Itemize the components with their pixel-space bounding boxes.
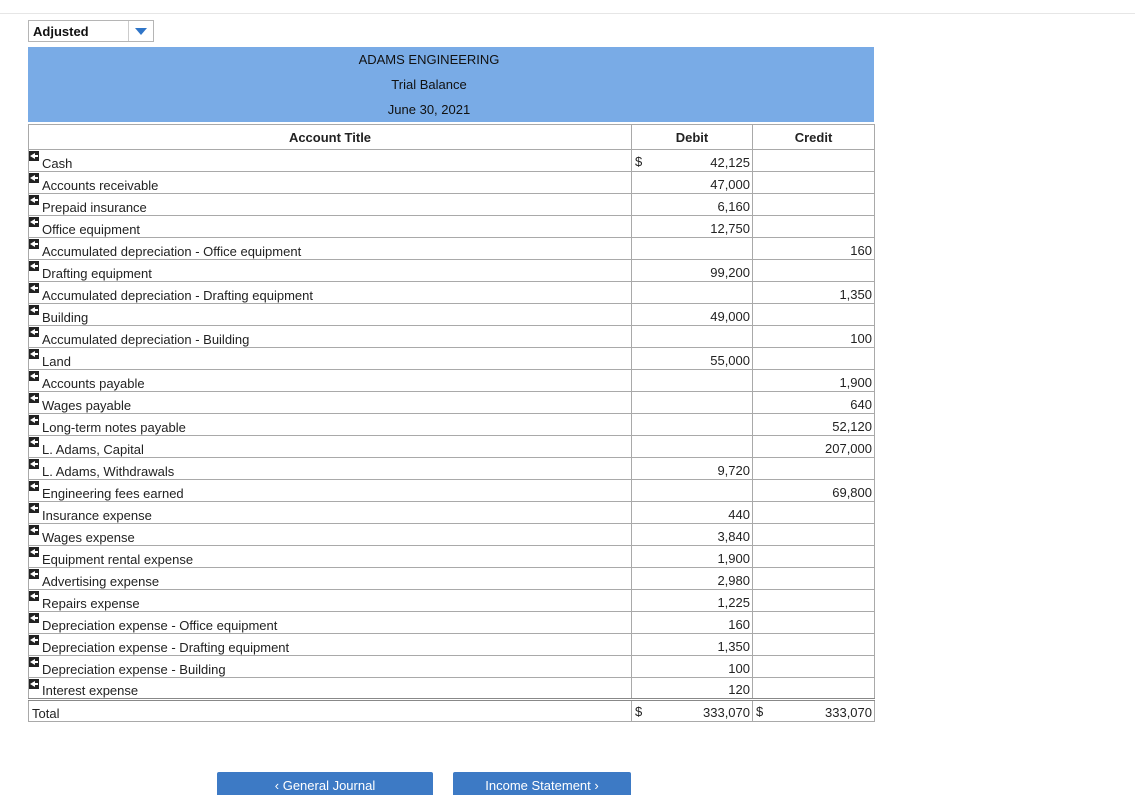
debit-cell[interactable] xyxy=(632,568,753,590)
back-arrow-icon[interactable] xyxy=(29,305,39,315)
account-name: Building xyxy=(42,310,89,325)
credit-cell[interactable] xyxy=(753,678,875,700)
debit-cell[interactable] xyxy=(632,502,753,524)
debit-cell[interactable] xyxy=(632,612,753,634)
prev-button-label: ‹ General Journal xyxy=(274,778,376,793)
back-arrow-icon[interactable] xyxy=(29,569,39,579)
debit-value: 1,900 xyxy=(717,551,750,566)
account-cell[interactable] xyxy=(29,656,632,678)
debit-cell[interactable] xyxy=(632,546,753,568)
credit-cell[interactable] xyxy=(753,326,875,348)
account-cell[interactable] xyxy=(29,678,632,700)
debit-value: 9,720 xyxy=(717,463,750,478)
account-name: Land xyxy=(42,354,71,369)
currency-symbol: $ xyxy=(635,704,643,719)
account-cell[interactable] xyxy=(29,172,632,194)
account-name: Depreciation expense - Drafting equipment xyxy=(42,640,290,655)
credit-cell[interactable] xyxy=(753,348,875,370)
back-arrow-icon[interactable] xyxy=(29,459,39,469)
account-cell[interactable] xyxy=(29,568,632,590)
table-row xyxy=(29,348,875,370)
table-row xyxy=(29,326,875,348)
credit-value: 160 xyxy=(850,243,872,258)
account-name: Cash xyxy=(42,156,73,171)
table-row xyxy=(29,370,875,392)
debit-cell[interactable] xyxy=(632,326,753,348)
account-name: Wages expense xyxy=(42,530,135,545)
back-arrow-icon[interactable] xyxy=(29,151,39,161)
account-cell[interactable] xyxy=(29,348,632,370)
total-label: Total xyxy=(29,700,632,722)
debit-value: 12,750 xyxy=(710,221,750,236)
credit-cell[interactable] xyxy=(753,524,875,546)
debit-cell[interactable] xyxy=(632,238,753,260)
account-cell[interactable] xyxy=(29,194,632,216)
back-arrow-icon[interactable] xyxy=(29,195,39,205)
table-row xyxy=(29,282,875,304)
account-cell[interactable] xyxy=(29,436,632,458)
table-row xyxy=(29,414,875,436)
debit-cell[interactable] xyxy=(632,634,753,656)
account-cell[interactable] xyxy=(29,370,632,392)
credit-cell[interactable] xyxy=(753,392,875,414)
account-name: L. Adams, Capital xyxy=(42,442,144,457)
back-arrow-icon[interactable] xyxy=(29,481,39,491)
table-row xyxy=(29,304,875,326)
trial-balance-table xyxy=(28,124,875,722)
table-row xyxy=(29,458,875,480)
credit-value: 100 xyxy=(850,331,872,346)
report-header xyxy=(28,47,874,122)
account-cell[interactable] xyxy=(29,634,632,656)
trial-balance-type-dropdown[interactable] xyxy=(28,20,154,42)
credit-cell[interactable] xyxy=(753,436,875,458)
table-row xyxy=(29,436,875,458)
account-name: Advertising expense xyxy=(42,574,160,589)
table-row xyxy=(29,260,875,282)
account-cell[interactable] xyxy=(29,150,632,172)
next-income-statement-button[interactable] xyxy=(453,772,631,795)
debit-value: 47,000 xyxy=(710,177,750,192)
credit-value: 1,350 xyxy=(839,287,872,302)
debit-value: 1,225 xyxy=(717,595,750,610)
debit-value: 1,350 xyxy=(717,639,750,654)
table-row xyxy=(29,150,875,172)
credit-value: 69,800 xyxy=(832,485,872,500)
debit-cell[interactable] xyxy=(632,656,753,678)
debit-value: 440 xyxy=(728,507,750,522)
account-cell[interactable] xyxy=(29,326,632,348)
account-cell[interactable] xyxy=(29,502,632,524)
currency-symbol: $ xyxy=(635,154,643,169)
back-arrow-icon[interactable] xyxy=(29,173,39,183)
table-row xyxy=(29,524,875,546)
credit-cell[interactable] xyxy=(753,194,875,216)
debit-cell[interactable] xyxy=(632,194,753,216)
table-row xyxy=(29,480,875,502)
account-cell[interactable] xyxy=(29,524,632,546)
back-arrow-icon[interactable] xyxy=(29,657,39,667)
table-row xyxy=(29,678,875,700)
debit-cell[interactable] xyxy=(632,392,753,414)
debit-value: 100 xyxy=(728,661,750,676)
back-arrow-icon[interactable] xyxy=(29,613,39,623)
credit-cell[interactable] xyxy=(753,480,875,502)
account-cell[interactable] xyxy=(29,392,632,414)
credit-cell[interactable] xyxy=(753,304,875,326)
table-row xyxy=(29,634,875,656)
table-row xyxy=(29,590,875,612)
table-header-row xyxy=(29,125,875,150)
account-name: Drafting equipment xyxy=(42,266,152,281)
account-cell[interactable] xyxy=(29,216,632,238)
credit-cell[interactable] xyxy=(753,612,875,634)
back-arrow-icon[interactable] xyxy=(29,283,39,293)
debit-value: 99,200 xyxy=(710,265,750,280)
top-divider xyxy=(0,13,1135,14)
back-arrow-icon[interactable] xyxy=(29,327,39,337)
account-name: Depreciation expense - Office equipment xyxy=(42,618,278,633)
company-name: ADAMS ENGINEERING xyxy=(358,52,500,67)
table-row xyxy=(29,546,875,568)
account-cell[interactable] xyxy=(29,590,632,612)
total-row xyxy=(29,700,875,722)
credit-value: 1,900 xyxy=(839,375,872,390)
back-arrow-icon[interactable] xyxy=(29,239,39,249)
account-name: Office equipment xyxy=(42,222,141,237)
account-name: Accumulated depreciation - Drafting equipment xyxy=(42,288,313,303)
debit-cell[interactable] xyxy=(632,436,753,458)
debit-cell[interactable] xyxy=(632,348,753,370)
table-row xyxy=(29,568,875,590)
report-date: June 30, 2021 xyxy=(387,102,471,117)
debit-cell[interactable] xyxy=(632,370,753,392)
account-cell[interactable] xyxy=(29,304,632,326)
table-row xyxy=(29,238,875,260)
credit-value: 207,000 xyxy=(825,441,872,456)
total-debit-cell[interactable] xyxy=(632,700,753,722)
account-cell[interactable] xyxy=(29,282,632,304)
back-arrow-icon[interactable] xyxy=(29,635,39,645)
credit-cell[interactable] xyxy=(753,656,875,678)
back-arrow-icon[interactable] xyxy=(29,437,39,447)
total-credit: 333,070 xyxy=(825,705,872,720)
credit-cell[interactable] xyxy=(753,370,875,392)
account-cell[interactable] xyxy=(29,480,632,502)
account-name: Accumulated depreciation - Building xyxy=(42,332,250,347)
credit-cell[interactable] xyxy=(753,238,875,260)
debit-value: 55,000 xyxy=(710,353,750,368)
account-cell[interactable] xyxy=(29,546,632,568)
report-title: Trial Balance xyxy=(391,77,467,92)
total-credit-cell[interactable] xyxy=(753,700,875,722)
table-row xyxy=(29,656,875,678)
debit-value: 2,980 xyxy=(717,573,750,588)
back-arrow-icon[interactable] xyxy=(29,415,39,425)
next-button-label: Income Statement › xyxy=(485,778,599,793)
debit-cell[interactable] xyxy=(632,282,753,304)
account-name: Repairs expense xyxy=(42,596,140,611)
debit-cell[interactable] xyxy=(632,260,753,282)
credit-cell[interactable] xyxy=(753,260,875,282)
back-arrow-icon[interactable] xyxy=(29,393,39,403)
debit-value: 6,160 xyxy=(717,199,750,214)
credit-cell[interactable] xyxy=(753,634,875,656)
table-row xyxy=(29,502,875,524)
account-name: Long-term notes payable xyxy=(42,420,186,435)
credit-cell[interactable] xyxy=(753,282,875,304)
account-name: Interest expense xyxy=(42,683,139,698)
credit-cell[interactable] xyxy=(753,216,875,238)
credit-cell[interactable] xyxy=(753,172,875,194)
debit-cell[interactable] xyxy=(632,216,753,238)
debit-value: 49,000 xyxy=(710,309,750,324)
account-title-header: Account Title xyxy=(29,125,632,150)
account-name: Depreciation expense - Building xyxy=(42,662,226,677)
credit-cell[interactable] xyxy=(753,568,875,590)
credit-value: 640 xyxy=(850,397,872,412)
debit-cell[interactable] xyxy=(632,678,753,700)
back-arrow-icon[interactable] xyxy=(29,217,39,227)
chevron-down-icon[interactable] xyxy=(128,21,153,41)
debit-value: 120 xyxy=(728,682,750,697)
credit-value: 52,120 xyxy=(832,419,872,434)
account-name: Prepaid insurance xyxy=(42,200,147,215)
debit-cell[interactable] xyxy=(632,524,753,546)
debit-cell[interactable] xyxy=(632,172,753,194)
account-cell[interactable] xyxy=(29,612,632,634)
debit-cell[interactable] xyxy=(632,150,753,172)
account-cell[interactable] xyxy=(29,238,632,260)
account-name: Accounts receivable xyxy=(42,178,159,193)
table-row xyxy=(29,612,875,634)
back-arrow-icon[interactable] xyxy=(29,503,39,513)
account-cell[interactable] xyxy=(29,458,632,480)
account-name: Equipment rental expense xyxy=(42,552,194,567)
credit-cell[interactable] xyxy=(753,150,875,172)
debit-value: 3,840 xyxy=(717,529,750,544)
account-name: Accumulated depreciation - Office equipment xyxy=(42,244,302,259)
debit-cell[interactable] xyxy=(632,480,753,502)
account-name: Insurance expense xyxy=(42,508,152,523)
table-row xyxy=(29,392,875,414)
credit-cell[interactable] xyxy=(753,590,875,612)
credit-cell[interactable] xyxy=(753,458,875,480)
back-arrow-icon[interactable] xyxy=(29,591,39,601)
back-arrow-icon[interactable] xyxy=(29,547,39,557)
back-arrow-icon[interactable] xyxy=(29,525,39,535)
table-row xyxy=(29,216,875,238)
debit-cell[interactable] xyxy=(632,590,753,612)
debit-cell[interactable] xyxy=(632,304,753,326)
debit-value: 160 xyxy=(728,617,750,632)
account-name: Wages payable xyxy=(42,398,132,413)
currency-symbol: $ xyxy=(756,704,764,719)
debit-cell[interactable] xyxy=(632,414,753,436)
credit-header: Credit xyxy=(753,125,875,150)
account-name: Engineering fees earned xyxy=(42,486,184,501)
debit-cell[interactable] xyxy=(632,458,753,480)
back-arrow-icon[interactable] xyxy=(29,261,39,271)
back-arrow-icon[interactable] xyxy=(29,679,39,689)
account-name: Accounts payable xyxy=(42,376,145,391)
table-row xyxy=(29,194,875,216)
account-cell[interactable] xyxy=(29,414,632,436)
dropdown-selected-value: Adjusted xyxy=(33,24,89,39)
back-arrow-icon[interactable] xyxy=(29,349,39,359)
back-arrow-icon[interactable] xyxy=(29,371,39,381)
prev-general-journal-button[interactable] xyxy=(217,772,433,795)
credit-cell[interactable] xyxy=(753,414,875,436)
debit-header: Debit xyxy=(632,125,753,150)
total-debit: 333,070 xyxy=(703,705,750,720)
table-row xyxy=(29,172,875,194)
account-cell[interactable] xyxy=(29,260,632,282)
credit-cell[interactable] xyxy=(753,502,875,524)
credit-cell[interactable] xyxy=(753,546,875,568)
account-name: L. Adams, Withdrawals xyxy=(42,464,175,479)
debit-value: 42,125 xyxy=(710,155,750,170)
